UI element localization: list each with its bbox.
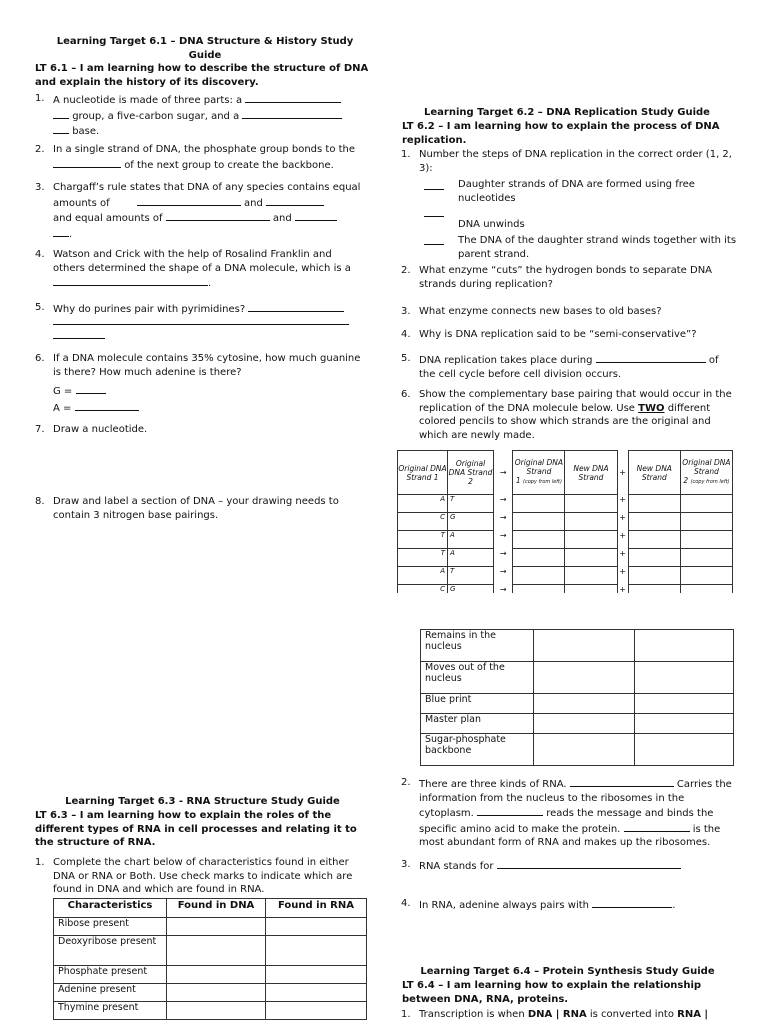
lt62-objective: LT 6.2 – I am learning how to explain the process of DNA replication.: [402, 121, 720, 146]
col-new-strand-1: New DNA Strand: [565, 451, 617, 495]
lt61-q5: 5. Why do purines pair with pyrimidines?: [53, 301, 371, 317]
lt61-objective: LT 6.1 – I am learning how to describe the structure of DNA and explain the history of its discovery.: [35, 63, 369, 88]
step-blank[interactable]: [424, 189, 444, 190]
lt62-step2: DNA unwinds: [458, 219, 525, 230]
col-characteristics: Characteristics: [54, 899, 167, 918]
answer-blank[interactable]: [166, 210, 270, 221]
answer-blank[interactable]: [570, 776, 674, 787]
answer-blank[interactable]: [53, 108, 69, 119]
table-row: C G → +: [398, 585, 733, 594]
answer-blank[interactable]: [245, 92, 341, 103]
answer-blank[interactable]: [242, 108, 342, 119]
lt64-q1: 1. Transcription is when DNA | RNA is converted into RNA |: [401, 1009, 709, 1020]
lt61-q4: 4. Watson and Crick with the help of Rosalind Franklin and others determined the shape of a DNA molecule, which is a .: [35, 249, 351, 289]
col-found-in-rna: Found in RNA: [266, 899, 367, 918]
lt62-q6: 6. Show the complementary base pairing that would occur in the replication of the DNA molecule below. Use TWO different colored pencils to show which strands are the original and which are newly made.: [401, 389, 732, 441]
lt64-title: Learning Target 6.4 – Protein Synthesis Study Guide: [420, 966, 715, 977]
answer-blank[interactable]: [53, 123, 69, 134]
answer-blank[interactable]: [624, 821, 690, 832]
lt62-q5: 5. DNA replication takes place during of the cell cycle before cell division occurs.: [401, 353, 719, 380]
answer-blank[interactable]: [592, 897, 672, 908]
lt62-q1: 1. Number the steps of DNA replication in the correct order (1, 2, 3):: [401, 149, 732, 174]
lt63-q4: 4. In RNA, adenine always pairs with .: [401, 898, 676, 911]
lt61-q8: 8. Draw and label a section of DNA – your drawing needs to contain 3 nitrogen base pairings.: [35, 496, 339, 521]
lt62-q4: 4. Why is DNA replication said to be “semi-conservative”?: [401, 329, 697, 340]
dna-rna-characteristics-table: [53, 898, 367, 1020]
answer-line[interactable]: [53, 324, 349, 325]
answer-blank[interactable]: [75, 400, 139, 411]
answer-blank[interactable]: [477, 805, 543, 816]
table-row: Phosphate present: [54, 966, 367, 984]
lt64-objective: LT 6.4 – I am learning how to explain the relationship between DNA, RNA, proteins.: [402, 980, 702, 1005]
table-row: Remains in the nucleus: [421, 630, 734, 662]
step-blank[interactable]: [424, 216, 444, 217]
lt62-q3: 3. What enzyme connects new bases to old bases?: [401, 306, 662, 317]
lt62-title: Learning Target 6.2 – DNA Replication Study Guide: [424, 107, 710, 118]
answer-blank[interactable]: [53, 157, 121, 168]
col-found-in-dna: Found in DNA: [167, 899, 266, 918]
lt63-q3: 3. RNA stands for: [419, 858, 739, 874]
answer-blank[interactable]: [137, 195, 241, 206]
answer-blank[interactable]: [53, 226, 69, 237]
table-row: T A → +: [398, 549, 733, 567]
lt61-q7: 7. Draw a nucleotide.: [35, 424, 148, 435]
lt61-q2: 2. In a single strand of DNA, the phosphate group bonds to the of the next group to create the backbone.: [35, 144, 356, 171]
lt63-q1: 1. Complete the chart below of characteristics found in either DNA or RNA or Both. Use check marks to indicate which are found in DNA and which are found in RNA.: [35, 857, 353, 895]
answer-blank[interactable]: [76, 383, 106, 394]
answer-line[interactable]: [53, 338, 105, 339]
answer-blank[interactable]: [295, 210, 337, 221]
col-new-strand-2: New DNA Strand: [628, 451, 680, 495]
col-original-strand-1: Original DNA Strand 1: [398, 451, 448, 495]
answer-blank[interactable]: [596, 352, 706, 363]
table-row: T A → +: [398, 531, 733, 549]
lt62-step1: Daughter strands of DNA are formed using free nucleotides: [458, 179, 695, 204]
lt63-q2: 2. There are three kinds of RNA. Carries the information from the nucleus to the ribosomes in the cytoplasm. reads the message and binds the specific amino acid to make the protein. is the most abundant form of RNA and makes up the ribosomes.: [401, 777, 732, 848]
lt62-step3: The DNA of the daughter strand winds together with its parent strand.: [458, 235, 737, 260]
dna-replication-table: Original DNA Strand 1 Original DNA Strand 2 → Original DNA Strand 1 (copy from left) New DNA Strand + New DNA Strand Original DNA Strand 2 (copy from left) A T → + C G → + T A → + T A → + A T → + C G → +: [397, 450, 733, 593]
lt61-q6-a: A =: [53, 400, 139, 416]
table-row: Adenine present: [54, 984, 367, 1002]
answer-blank[interactable]: [53, 275, 208, 286]
table-row: Thymine present: [54, 1002, 367, 1020]
table-row: Sugar-phosphate backbone: [421, 734, 734, 766]
table-row: Blue print: [421, 694, 734, 714]
lt61-q6-g: G =: [53, 383, 106, 399]
lt62-q2: 2. What enzyme “cuts” the hydrogen bonds to separate DNA strands during replication?: [401, 265, 713, 290]
lt61-q1: 1. A nucleotide is made of three parts: a group, a five-carbon sugar, and a base.: [53, 92, 368, 139]
step-blank[interactable]: [424, 244, 444, 245]
answer-blank[interactable]: [248, 301, 344, 312]
lt61-q6: 6. If a DNA molecule contains 35% cytosine, how much guanine is there? How much adenine is there?: [35, 353, 361, 378]
rna-characteristics-table: [420, 629, 734, 766]
lt63-objective: LT 6.3 – I am learning how to explain the roles of the different types of RNA in cell processes and relating it to the structure of RNA.: [35, 810, 357, 848]
table-row: Ribose present: [54, 918, 367, 936]
table-row: A T → +: [398, 567, 733, 585]
col-copy-strand-1: Original DNA Strand 1 (copy from left): [513, 451, 565, 495]
lt61-title: Learning Target 6.1 – DNA Structure & History Study Guide: [56, 36, 354, 61]
table-row: C G → +: [398, 513, 733, 531]
table-row: Master plan: [421, 714, 734, 734]
answer-blank[interactable]: [497, 858, 681, 869]
table-row: A T → +: [398, 495, 733, 513]
lt61-q3: 3. Chargaff’s rule states that DNA of any species contains equal amounts of and and equal amounts of and .: [35, 182, 361, 240]
col-original-strand-2: Original DNA Strand 2: [448, 451, 494, 495]
table-row: Deoxyribose present: [54, 936, 367, 966]
lt63-title: Learning Target 6.3 - RNA Structure Study Guide: [65, 796, 340, 807]
table-row: Moves out of the nucleus: [421, 662, 734, 694]
answer-blank[interactable]: [266, 195, 324, 206]
col-copy-strand-2: Original DNA Strand 2 (copy from left): [680, 451, 732, 495]
